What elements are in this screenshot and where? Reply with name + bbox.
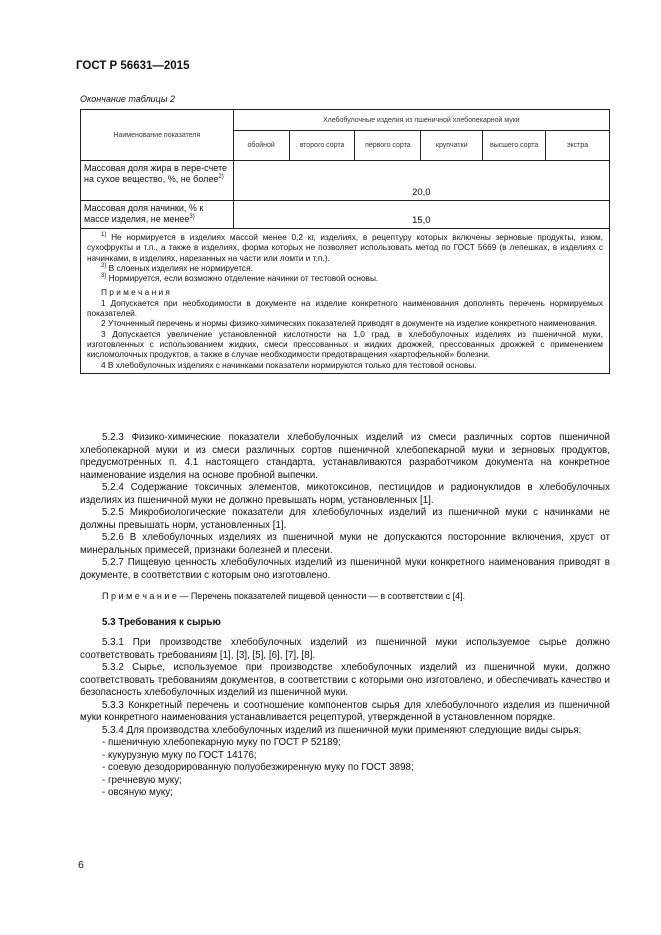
row-name-text: Массовая доля начинки, % к массе изделия, не менее: [84, 203, 204, 224]
col-name-header: Наименование показателя: [81, 110, 234, 161]
list-item: - гречневую муку;: [102, 774, 182, 786]
note: 1 Допускается при необходимости в документе на изделие конкретного наименования дополнять перечень нормируемых показателей.: [87, 297, 603, 319]
row-sup: 2): [218, 174, 224, 180]
footnote: [87, 273, 603, 283]
paragraph-5-2-4: 5.2.4 Содержание токсичных элементов, микотоксинов, пестицидов и радионуклидов в хлебобулочных изделиях из пшеничной муки не должно превышать норм, установленных [1].: [80, 482, 610, 506]
row-sup: 3): [189, 214, 195, 220]
row-name: [81, 161, 234, 201]
group-header: Хлебобулочные изделия из пшеничной хлебопекарной муки: [233, 110, 609, 131]
paragraph-5-3-4: 5.3.4 Для производства хлебобулочных изделий из пшеничной муки применяют следующие виды сырья:: [102, 724, 582, 736]
section-5-2-text: [80, 432, 610, 800]
section-title: 5.3 Требования к сырью: [102, 616, 221, 628]
list-item: - кукурузную муку по ГОСТ 14176;: [102, 749, 257, 761]
subheader: высшего сорта: [483, 131, 546, 161]
paragraph-5-2-3: 5.2.3 Физико-химические показатели хлебобулочных изделий из смеси различных сортов пшеничной хлебопекарной муки и из смеси различных сортов пшеничной хлебопекарной муки и зерновых продуктов, предусмотренных п. 4.1 настоящего стандарта, устанавливаются разработчиком документа на конкретное наименование изделия на основе пробной выпечки.: [80, 432, 610, 481]
row-name-text: Массовая доля жира в пере-счете на сухое вещество, %, не более: [84, 163, 228, 184]
note-text: — Перечень показателей пищевой ценности — в соответствии с [4].: [176, 591, 466, 601]
subheader: второго сорта: [289, 131, 355, 161]
paragraph-5-3-3: 5.3.3 Конкретный перечень и соотношение компонентов сырья для хлебобулочного изделия из пшеничной муки конкретного наименования устанавливается рецептурой, утвержденной в установленном порядке.: [80, 699, 610, 723]
subheader: крупчатки: [421, 131, 483, 161]
footnote-mark: 2): [101, 263, 107, 270]
note: 2 Уточненный перечень и нормы физико-химических показателей приводят в документе на изделие конкретного наименования.: [101, 318, 598, 329]
footnote: [87, 263, 603, 273]
footnote-mark: 3): [101, 273, 107, 280]
row-value: 20,0: [233, 161, 609, 201]
paragraph-5-3-2: 5.3.2 Сырье, используемое при производстве хлебобулочных изделий из пшеничной муки, должно соответствовать требованиям документов, в соответствии с которыми оно изготовлено, и обеспечивать качество и безопасность хлебобулочных изделий из пшеничной муки.: [80, 662, 610, 698]
notes-title: П р и м е ч а н и я: [101, 287, 170, 298]
indicators-table: [80, 109, 610, 374]
footnote-mark: 1): [101, 232, 107, 239]
paragraph-5-3-1: 5.3.1 При производстве хлебобулочных изделий из пшеничной муки используемое сырье должно соответствовать требованиям [1], [3], [5], [6], [7], [8].: [80, 637, 610, 661]
footnote-text: В слоеных изделиях не нормируется.: [108, 262, 253, 273]
subheader: обойной: [233, 131, 289, 161]
row-value: 15,0: [233, 201, 609, 229]
footnote-text: Нормируется, если возможно отделение начинки от тестовой основы.: [108, 273, 379, 284]
list-item: - овсяную муку;: [102, 787, 173, 798]
page-number: 6: [78, 859, 84, 871]
row-name: [81, 201, 234, 229]
note-label: П р и м е ч а н и е: [102, 591, 177, 601]
footnote-text: Не нормируется в изделиях массой менее 0,2 кг, изделиях, в рецептуру которых включены зерновые продукты, изюм, сухофрукты и т.п., а также в изделиях, форма которых не позволяет использовать метод по ГОСТ 5669 (в лепешках, в изделиях с начинками, в изделиях, нарезанных на части или ломти и т.п.).: [87, 232, 603, 263]
footnote: [87, 232, 603, 263]
note-paragraph: [80, 590, 610, 603]
page-header: ГОСТ Р 56631—2015: [76, 60, 190, 72]
table-footnotes: [81, 229, 610, 374]
list-item: - пшеничную хлебопекарную муку по ГОСТ Р 52189;: [102, 737, 341, 748]
table-row: [81, 201, 610, 229]
table-caption: Окончание таблицы 2: [80, 94, 175, 104]
list-item: - соевую дезодорированную полуобезжиренную муку по ГОСТ 3898;: [102, 762, 414, 773]
note: 3 Допускается увеличение установленной кислотности на 1,0 град. в хлебобулочных изделиях из пшеничной муки, изготовленных с использованием жидких, смеси прессованных и жидких дрожжей, прессованных дрожжей с применением кисломолочных продуктов, а также в случае необходимости предотвращения «картофельной» болезни.: [87, 328, 603, 360]
note: 4 В хлебобулочных изделиях с начинками показатели нормируются только для тестовой основы.: [101, 359, 477, 370]
subheader: первого сорта: [355, 131, 421, 161]
paragraph-5-2-7: 5.2.7 Пищевую ценность хлебобулочных изделий из пшеничной муки конкретного наименования приводят в документе, в соответствии с которым оно изготовлено.: [80, 557, 610, 581]
paragraph-5-2-5: 5.2.5 Микробиологические показатели для хлебобулочных изделий из пшеничной муки с начинками не должны превышать норм, установленных [1].: [80, 507, 610, 531]
table-row: [81, 161, 610, 201]
subheader: экстра: [546, 131, 610, 161]
paragraph-5-2-6: 5.2.6 В хлебобулочных изделиях из пшеничной муки не допускаются посторонние включения, хруст от минеральных примесей, признаки болезней и плесени.: [80, 532, 610, 556]
